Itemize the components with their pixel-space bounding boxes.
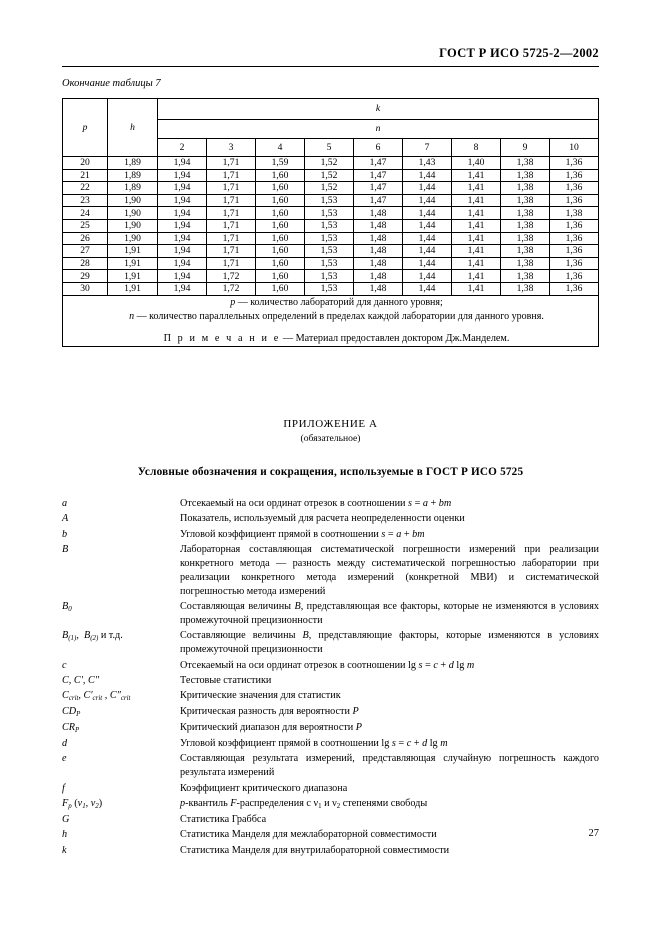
- definition-text: Критический диапазон для вероятности P: [180, 722, 363, 734]
- definition-text: Отсекаемый на оси ординат отрезок в соотношении lg s = c + d lg m: [180, 659, 475, 671]
- mandel-statistics-table: [62, 98, 599, 347]
- cell-k-n3: 1,71: [207, 219, 256, 232]
- cell-k-n6: 1,47: [354, 157, 403, 170]
- column-header-p: p: [63, 99, 108, 157]
- definition-row: [62, 512, 599, 526]
- column-header-n-4: 4: [256, 139, 305, 157]
- column-header-n-10: 10: [550, 139, 599, 157]
- cell-k-n6: 1,48: [354, 270, 403, 283]
- cell-k-n3: 1,71: [207, 194, 256, 207]
- definition-symbol: B: [62, 544, 69, 556]
- cell-k-n7: 1,44: [403, 257, 452, 270]
- cell-k-n7: 1,44: [403, 245, 452, 258]
- cell-k-n2: 1,94: [158, 207, 207, 220]
- appendix-title: ПРИЛОЖЕНИЕ А: [283, 418, 378, 430]
- definition-symbol: $B_0$: [62, 601, 72, 614]
- definition-row: [62, 689, 599, 703]
- cell-k-n9: 1,38: [501, 207, 550, 220]
- table-footer: [63, 295, 599, 347]
- definition-text: Тестовые статистики: [180, 675, 272, 686]
- cell-k-n3: 1,71: [207, 182, 256, 195]
- cell-k-n4: 1,60: [256, 257, 305, 270]
- cell-k-n6: 1,48: [354, 207, 403, 220]
- cell-p: 21: [63, 169, 108, 182]
- statistics-table-wrapper: [62, 98, 599, 347]
- definition-text: Статистика Граббса: [180, 813, 267, 825]
- definition-row: [62, 600, 599, 628]
- cell-k-n5: 1,52: [305, 157, 354, 170]
- table-notes: [63, 296, 598, 347]
- table-row: [63, 219, 599, 232]
- column-header-n-9: 9: [501, 139, 550, 157]
- cell-h: 1,90: [108, 194, 158, 207]
- cell-k-n4: 1,60: [256, 232, 305, 245]
- cell-k-n9: 1,38: [501, 282, 550, 295]
- cell-k-n2: 1,94: [158, 169, 207, 182]
- cell-k-n7: 1,44: [403, 207, 452, 220]
- definition-row: [62, 629, 599, 657]
- definition-text: Статистика Манделя для внутрилабораторной совместимости: [180, 844, 450, 856]
- header-divider: [62, 66, 599, 67]
- cell-k-n10: 1,36: [550, 157, 599, 170]
- cell-k-n7: 1,44: [403, 169, 452, 182]
- cell-k-n2: 1,94: [158, 232, 207, 245]
- cell-p: 26: [63, 232, 108, 245]
- cell-k-n2: 1,94: [158, 157, 207, 170]
- cell-p: 25: [63, 219, 108, 232]
- cell-k-n9: 1,38: [501, 157, 550, 170]
- cell-p: 29: [63, 270, 108, 283]
- cell-k-n5: 1,53: [305, 245, 354, 258]
- definition-row: [62, 752, 599, 780]
- definition-symbol: b: [62, 528, 68, 540]
- cell-k-n6: 1,48: [354, 282, 403, 295]
- definition-symbol: A: [62, 513, 69, 525]
- cell-k-n4: 1,60: [256, 207, 305, 220]
- cell-k-n5: 1,53: [305, 257, 354, 270]
- cell-k-n8: 1,41: [452, 219, 501, 232]
- table-row: [63, 270, 599, 283]
- cell-h: 1,89: [108, 157, 158, 170]
- cell-k-n5: 1,53: [305, 219, 354, 232]
- column-header-n-2: 2: [158, 139, 207, 157]
- table-row: [63, 282, 599, 295]
- column-header-n-8: 8: [452, 139, 501, 157]
- definition-row: [62, 721, 599, 735]
- definition-row: [62, 737, 599, 751]
- cell-h: 1,91: [108, 257, 158, 270]
- table-header-row-k: [63, 99, 599, 120]
- cell-k-n9: 1,38: [501, 245, 550, 258]
- cell-k-n7: 1,44: [403, 219, 452, 232]
- definition-text: Коэффициент критического диапазона: [180, 782, 348, 794]
- cell-h: 1,91: [108, 245, 158, 258]
- definition-row: [62, 782, 599, 796]
- definition-text: Угловой коэффициент прямой в соотношении lg s = c + d lg m: [180, 737, 448, 749]
- table-head: [63, 99, 599, 157]
- note-remark-label: П р и м е ч а н и е: [163, 332, 281, 344]
- definition-row: [62, 844, 599, 858]
- cell-h: 1,90: [108, 219, 158, 232]
- cell-k-n10: 1,36: [550, 257, 599, 270]
- cell-h: 1,89: [108, 182, 158, 195]
- standard-code-header: ГОСТ Р ИСО 5725-2—2002: [439, 46, 599, 60]
- cell-p: 20: [63, 157, 108, 170]
- note-n-text: — количество параллельных определений в пределах каждой лаборатории для данного уровня.: [134, 310, 544, 322]
- definition-symbol: e: [62, 753, 67, 765]
- cell-k-n2: 1,94: [158, 194, 207, 207]
- cell-k-n2: 1,94: [158, 282, 207, 295]
- definition-symbol: k: [62, 844, 67, 856]
- column-header-h: h: [108, 99, 158, 157]
- cell-k-n4: 1,60: [256, 219, 305, 232]
- column-header-k-group: k: [158, 99, 599, 120]
- cell-k-n3: 1,71: [207, 169, 256, 182]
- cell-k-n7: 1,44: [403, 182, 452, 195]
- definition-text: Отсекаемый на оси ординат отрезок в соотношении s = a + bm: [180, 498, 452, 509]
- definition-row: [62, 797, 599, 811]
- cell-k-n8: 1,41: [452, 257, 501, 270]
- cell-k-n8: 1,41: [452, 245, 501, 258]
- cell-k-n10: 1,36: [550, 232, 599, 245]
- definition-text: Критическая разность для вероятности P: [180, 706, 359, 718]
- cell-k-n3: 1,71: [207, 257, 256, 270]
- table-row: [63, 207, 599, 220]
- definition-symbol: $CD_P$: [62, 706, 81, 719]
- cell-k-n3: 1,71: [207, 232, 256, 245]
- column-header-n-7: 7: [403, 139, 452, 157]
- column-header-n-6: 6: [354, 139, 403, 157]
- cell-k-n3: 1,71: [207, 207, 256, 220]
- cell-k-n4: 1,60: [256, 169, 305, 182]
- symbols-definition-list: [62, 497, 599, 859]
- cell-p: 23: [63, 194, 108, 207]
- cell-k-n5: 1,53: [305, 282, 354, 295]
- table-notes-cell: [63, 295, 599, 347]
- note-n-symbol: n: [129, 310, 135, 322]
- cell-k-n8: 1,41: [452, 207, 501, 220]
- table-caption: Окончание таблицы 7: [62, 78, 161, 89]
- cell-k-n4: 1,59: [256, 157, 305, 170]
- cell-k-n8: 1,41: [452, 169, 501, 182]
- definition-symbol: a: [62, 498, 68, 509]
- definition-symbol: $CR_P$: [62, 722, 80, 735]
- cell-k-n9: 1,38: [501, 194, 550, 207]
- cell-k-n5: 1,52: [305, 169, 354, 182]
- cell-k-n5: 1,53: [305, 194, 354, 207]
- table-row: [63, 169, 599, 182]
- cell-k-n6: 1,48: [354, 257, 403, 270]
- cell-k-n4: 1,60: [256, 245, 305, 258]
- definition-text: Составляющая величины B, представляющая все факторы, которые не изменяются в условиях промежуточной прецизионности: [180, 601, 599, 626]
- cell-h: 1,90: [108, 232, 158, 245]
- definition-text: Угловой коэффициент прямой в соотношении s = a + bm: [180, 528, 425, 540]
- cell-k-n2: 1,94: [158, 257, 207, 270]
- cell-k-n10: 1,36: [550, 245, 599, 258]
- definition-symbol: $F_p$ ($\nu_1$, $\nu_2$): [62, 797, 103, 810]
- cell-k-n8: 1,41: [452, 194, 501, 207]
- definition-text: Составляющие величины B, представляющие факторы, которые изменяются в условиях промежуточной прецизионности: [180, 630, 599, 656]
- cell-k-n5: 1,53: [305, 270, 354, 283]
- table-row: [63, 194, 599, 207]
- definition-text: Показатель, используемый для расчета неопределенности оценки: [180, 513, 465, 525]
- cell-p: 30: [63, 282, 108, 295]
- cell-k-n8: 1,41: [452, 270, 501, 283]
- definition-text: Статистика Манделя для межлабораторной совместимости: [180, 829, 437, 841]
- column-header-n-3: 3: [207, 139, 256, 157]
- definition-text: Критические значения для статистик: [180, 690, 341, 702]
- definition-text: Лабораторная составляющая систематической погрешности измерений при реализации конкретного метода — разность между систематической погрешностью лаборатории при реализации конкретного метода измерений (конкретной МВИ) и систематической погрешностью метода измерений: [180, 544, 599, 597]
- cell-k-n8: 1,41: [452, 232, 501, 245]
- definition-row: [62, 813, 599, 827]
- cell-p: 24: [63, 207, 108, 220]
- definition-symbol: $B_{(1)}$, $B_{(2)}$ и т.д.: [62, 630, 123, 643]
- cell-k-n7: 1,44: [403, 270, 452, 283]
- cell-k-n5: 1,53: [305, 232, 354, 245]
- cell-k-n3: 1,72: [207, 282, 256, 295]
- cell-k-n6: 1,47: [354, 182, 403, 195]
- cell-k-n9: 1,38: [501, 182, 550, 195]
- cell-k-n9: 1,38: [501, 169, 550, 182]
- cell-p: 22: [63, 182, 108, 195]
- definition-row: [62, 528, 599, 542]
- cell-k-n10: 1,36: [550, 219, 599, 232]
- cell-k-n9: 1,38: [501, 270, 550, 283]
- definition-symbol: c: [62, 659, 67, 671]
- definition-symbol: f: [62, 782, 65, 794]
- cell-k-n7: 1,43: [403, 157, 452, 170]
- note-p: [85, 296, 588, 310]
- cell-k-n10: 1,36: [550, 282, 599, 295]
- cell-h: 1,89: [108, 169, 158, 182]
- cell-k-n9: 1,38: [501, 232, 550, 245]
- definition-text: Составляющая результата измерений, представляющая случайную погрешность каждого результата измерений: [180, 753, 599, 779]
- note-p-text: — количество лабораторий для данного уровня;: [235, 296, 443, 308]
- cell-k-n4: 1,60: [256, 194, 305, 207]
- definition-symbol: d: [62, 737, 68, 749]
- cell-k-n4: 1,60: [256, 182, 305, 195]
- note-p-symbol: p: [230, 296, 236, 308]
- cell-k-n2: 1,94: [158, 182, 207, 195]
- table-row: [63, 182, 599, 195]
- definition-symbol: C, C′, C″: [62, 675, 100, 686]
- cell-k-n7: 1,44: [403, 232, 452, 245]
- cell-k-n10: 1,36: [550, 169, 599, 182]
- table-body: [63, 157, 599, 296]
- table-row: [63, 257, 599, 270]
- definition-row: [62, 705, 599, 719]
- cell-k-n10: 1,38: [550, 207, 599, 220]
- definition-symbol: G: [62, 813, 70, 825]
- column-header-n-5: 5: [305, 139, 354, 157]
- cell-k-n7: 1,44: [403, 194, 452, 207]
- cell-k-n9: 1,38: [501, 257, 550, 270]
- cell-k-n3: 1,71: [207, 245, 256, 258]
- cell-k-n5: 1,53: [305, 207, 354, 220]
- page-number: 27: [588, 828, 599, 839]
- cell-k-n6: 1,47: [354, 194, 403, 207]
- note-n: [85, 310, 588, 324]
- cell-k-n6: 1,48: [354, 232, 403, 245]
- cell-k-n4: 1,60: [256, 282, 305, 295]
- cell-k-n3: 1,71: [207, 157, 256, 170]
- definition-symbol: h: [62, 829, 68, 841]
- cell-k-n8: 1,41: [452, 182, 501, 195]
- cell-k-n10: 1,36: [550, 270, 599, 283]
- cell-k-n4: 1,60: [256, 270, 305, 283]
- cell-k-n10: 1,36: [550, 194, 599, 207]
- cell-h: 1,90: [108, 207, 158, 220]
- note-remark: [85, 332, 588, 346]
- appendix-subtitle: (обязательное): [300, 433, 361, 444]
- note-remark-text: — Материал предоставлен доктором Дж.Манделем.: [280, 332, 510, 344]
- definition-row: [62, 543, 599, 599]
- cell-k-n5: 1,52: [305, 182, 354, 195]
- definition-row: [62, 659, 599, 673]
- cell-k-n6: 1,47: [354, 169, 403, 182]
- appendix-heading: Условные обозначения и сокращения, используемые в ГОСТ Р ИСО 5725: [137, 466, 524, 478]
- table-row: [63, 157, 599, 170]
- cell-k-n10: 1,36: [550, 182, 599, 195]
- cell-k-n8: 1,41: [452, 282, 501, 295]
- definition-text: p-квантиль F-распределения с $\nu_1$ и $\nu_2$ степенями свободы: [180, 797, 428, 810]
- cell-h: 1,91: [108, 282, 158, 295]
- cell-k-n2: 1,94: [158, 219, 207, 232]
- cell-k-n8: 1,40: [452, 157, 501, 170]
- cell-k-n6: 1,48: [354, 245, 403, 258]
- cell-k-n2: 1,94: [158, 245, 207, 258]
- definition-row: [62, 674, 599, 688]
- cell-k-n3: 1,72: [207, 270, 256, 283]
- cell-k-n2: 1,94: [158, 270, 207, 283]
- table-notes-row: [63, 295, 599, 347]
- cell-h: 1,91: [108, 270, 158, 283]
- cell-k-n9: 1,38: [501, 219, 550, 232]
- cell-p: 27: [63, 245, 108, 258]
- table-row: [63, 245, 599, 258]
- table-row: [63, 232, 599, 245]
- cell-k-n7: 1,44: [403, 282, 452, 295]
- cell-p: 28: [63, 257, 108, 270]
- definition-row: [62, 497, 599, 511]
- definition-symbol: $C_{crit}$, $C'_{crit}$ , $C''_{crit}$: [62, 690, 131, 703]
- column-header-n-group: n: [158, 120, 599, 139]
- cell-k-n6: 1,48: [354, 219, 403, 232]
